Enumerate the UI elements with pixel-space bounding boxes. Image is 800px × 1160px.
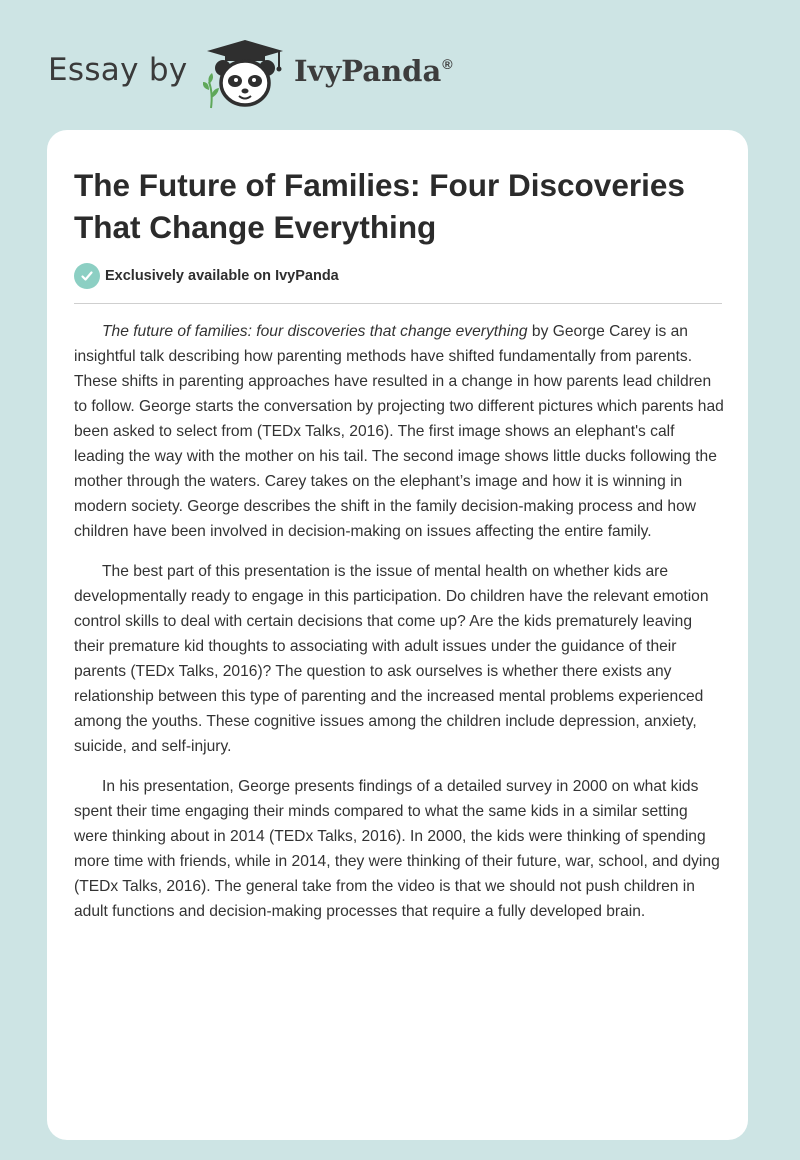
essay-card (47, 130, 748, 1140)
panda-graduate-icon (203, 38, 287, 110)
paragraph-1 (74, 319, 724, 544)
page-title: The Future of Families: Four Discoveries That Change Everything (74, 167, 685, 245)
exclusive-label: Exclusively available on IvyPanda (105, 268, 339, 284)
divider (74, 303, 722, 304)
paragraph-3: In his presentation, George presents findings of a detailed survey in 2000 on what kids spent their time engaging their minds compared to what the same kids in a similar setting were thinking about in 2014 (TEDx Talks, 2016). In 2000, the kids were thinking of spending more time with friends, while in 2014, they were thinking of their future, war, school, and dying (TEDx Talks, 2016). The general take from the video is that we should not push children in adult functions and decision-making processes that require a fully developed brain. (74, 778, 720, 920)
exclusive-badge (74, 263, 339, 289)
paragraph-1-text: by George Carey is an insightful talk describing how parenting methods have shifted fundamentally from parents. These shifts in parenting approaches have resulted in a change in how parents lead children to follow. George starts the conversation by projecting two different pictures which parents had been asked to select from (TEDx Talks, 2016). The first image shows an elephant's calf leading the way with the mother on his tail. The second image shows little ducks following the mother through the waters. Carey takes on the elephant’s image and how it is winning in modern society. George describes the shift in the family decision-making process and how children have been involved in decision-making on issues affecting the entire family. (74, 323, 724, 540)
registered-mark: ® (442, 56, 453, 72)
check-circle-icon (74, 263, 100, 289)
talk-title-italic: The future of families: four discoveries that change everything (102, 323, 528, 340)
ivy-leaf-icon (203, 73, 219, 108)
essay-body (74, 319, 724, 939)
brand-name: IvyPanda® (294, 54, 453, 88)
site-header (48, 30, 548, 110)
paragraph-2: The best part of this presentation is the issue of mental health on whether kids are developmentally ready to engage in this participation. Do children have the relevant emotion control skills to deal with certain decisions that come up? Are the kids prematurely leaving their premature kid thoughts to associating with adult issues under the guidance of their parents (TEDx Talks, 2016)? The question to ask ourselves is whether there exists any relationship between this type of parenting and the increased mental problems experienced among the youths. These cognitive issues among the children include depression, anxiety, suicide, and self-injury. (74, 563, 709, 755)
essay-by-label: Essay by (48, 52, 188, 88)
